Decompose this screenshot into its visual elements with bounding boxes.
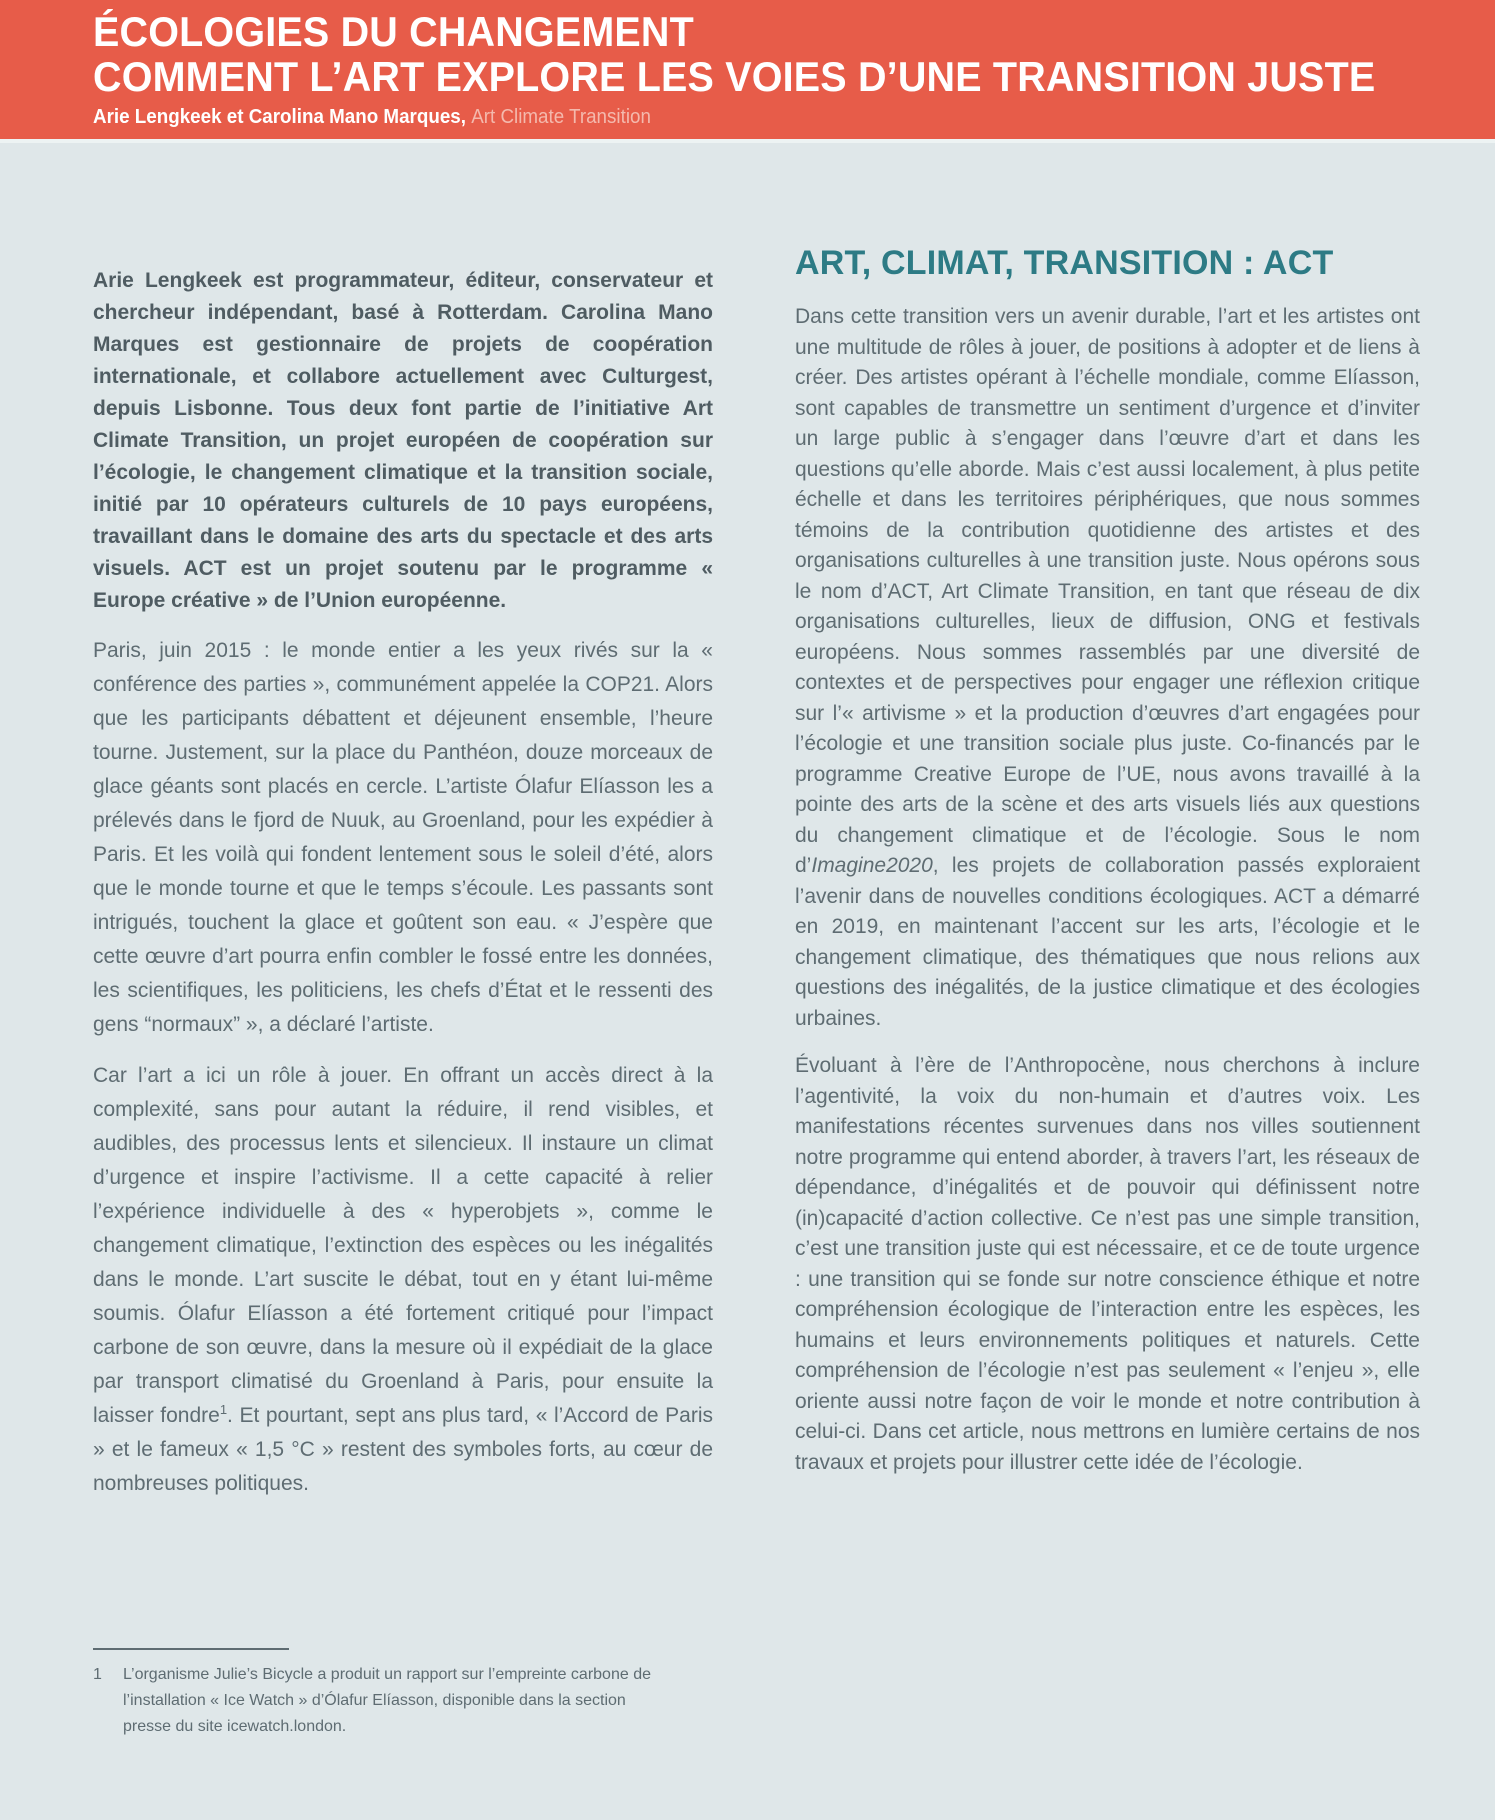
byline [93,105,1375,129]
header-content [93,9,1375,129]
section-heading: ART, CLIMAT, TRANSITION : ACT [795,244,1334,282]
paragraph-act-project-name: Imagine2020 [811,854,933,877]
paragraph-art-role-text-end: . Et pourtant, sept ans plus tard, « l’Accord de Paris » et le fameux « 1,5 °C » restent des symboles forts, au cœur de nombreuses politiques. [93,1404,713,1495]
page-title-line2: COMMENT L’ART EXPLORE LES VOIES D’UNE TRANSITION JUSTE [93,53,1376,100]
byline-organisation: Art Climate Transition [471,106,651,128]
paragraph-act-text-end: , les projets de collaboration passés exploraient l’avenir dans de nouvelles conditions écologiques. ACT a démarré en 2019, en maintenant l’accent sur les arts, l’écologie et le changement climatique, des thématiques que nous relions aux questions des inégalités, de la justice climatique et des écologies urbaines. [795,854,1420,1030]
byline-authors: Arie Lengkeek et Carolina Mano Marques, [93,106,472,128]
footnote-body [93,1662,678,1740]
footnote-rule [93,1648,289,1650]
intro-paragraph: Arie Lengkeek est programmateur, éditeur, conservateur et chercheur indépendant, basé à Rotterdam. Carolina Mano Marques est gestionnaire de projets de coopération internationale, et collabore actuellement avec Culturgest, depuis Lisbonne. Tous deux font partie de l’initiative Art Climate Transition, un projet européen de coopération sur l’écologie, le changement climatique et la transition sociale, initié par 10 opérateurs culturels de 10 pays européens, travaillant dans le domaine des arts du spectacle et des arts visuels. ACT est un projet soutenu par le programme « Europe créative » de l’Union européenne. [93,269,713,612]
paragraph-anthropocene: Évoluant à l’ère de l’Anthropocène, nous cherchons à inclure l’agentivité, la voix du non-humain et d’autres voix. Les manifestations récentes survenues dans nos villes soutiennent notre programme qui entend aborder, à travers l’art, les réseaux de dépendance, d’inégalités et de pouvoir qui définissent notre (in)capacité d’action collective. Ce n’est pas une simple transition, c’est une transition juste qui est nécessaire, et ce de toute urgence : une transition qui se fonde sur notre conscience éthique et notre compréhension écologique de l’interaction entre les espèces, les humains et leurs environnements politiques et naturels. Cette compréhension de l’écologie n’est pas seulement « l’enjeu », elle oriente aussi notre façon de voir le monde et notre contribution à celui-ci. Dans cet article, nous mettrons en lumière certains de nos travaux et projets pour illustrer cette idée de l’écologie. [795,1054,1420,1474]
footnote-number: 1 [93,1666,102,1683]
footnote-reference: 1 [219,1402,228,1417]
paragraph-art-role-text: Car l’art a ici un rôle à jouer. En offrant un accès direct à la complexité, sans pour autant la réduire, il rend visibles, et audibles, des processus lents et silencieux. Il instaure un climat d’urgence et inspire l’activisme. Il a cette capacité à relier l’expérience individuelle à des « hyperobjets », comme le changement climatique, l’extinction des espèces ou les inégalités dans le monde. L’art suscite le débat, tout en y étant lui-même soumis. Ólafur Elíasson a été fortement critiqué pour l’impact carbone de son œuvre, dans la mesure où il expédiait de la glace par transport climatisé du Groenland à Paris, pour ensuite la laisser fondre [93,1064,713,1427]
paragraph-act [795,302,1420,1034]
footnote-text: L’organisme Julie’s Bicycle a produit un rapport sur l’empreinte carbone de l’installation « Ice Watch » d’Ólafur Elíasson, disponible dans la section presse du site icewatch.london. [123,1666,651,1735]
header-band [0,0,1495,143]
paragraph-art-role [93,1059,713,1501]
left-column [93,265,713,1518]
right-column [795,243,1420,1495]
page-title-line1: ÉCOLOGIES DU CHANGEMENT [93,8,694,55]
footnote [93,1648,678,1740]
paragraph-cop21: Paris, juin 2015 : le monde entier a les yeux rivés sur la « conférence des parties », communément appelée la COP21. Alors que les participants débattent et déjeunent ensemble, l’heure tourne. Justement, sur la place du Panthéon, douze morceaux de glace géants sont placés en cercle. L’artiste Ólafur Elíasson les a prélevés dans le fjord de Nuuk, au Groenland, pour les expédier à Paris. Et les voilà qui fondent lentement sous le soleil d’été, alors que le monde tourne et que le temps s’écoule. Les passants sont intrigués, touchent la glace et goûtent son eau. « J’espère que cette œuvre d’art pourra enfin combler le fossé entre les données, les scientifiques, les politiciens, les chefs d’État et le ressenti des gens “normaux” », a déclaré l’artiste. [93,639,713,1036]
paragraph-act-text: Dans cette transition vers un avenir durable, l’art et les artistes ont une multitude de rôles à jouer, de positions à adopter et de liens à créer. Des artistes opérant à l’échelle mondiale, comme Elíasson, sont capables de transmettre un sentiment d’urgence et d’inviter un large public à s’engager dans l’œuvre d’art et dans les questions qu’elle aborde. Mais c’est aussi localement, à plus petite échelle et dans les territoires périphériques, que nous sommes témoins de la contribution quotidienne des artistes et des organisations culturelles à une transition juste. Nous opérons sous le nom d’ACT, Art Climate Transition, en tant que réseau de dix organisations culturelles, lieux de diffusion, ONG et festivals européens. Nous sommes rassemblés par une diversité de contextes et de perspectives pour engager une réflexion critique sur l’« artivisme » et la production d’œuvres d’art engagées pour l’écologie et une transition sociale plus juste. Co-financés par le programme Creative Europe de l’UE, nous avons travaillé à la pointe des arts de la scène et des arts visuels liés aux questions du changement climatique et de l’écologie. Sous le nom d’ [795,305,1420,877]
